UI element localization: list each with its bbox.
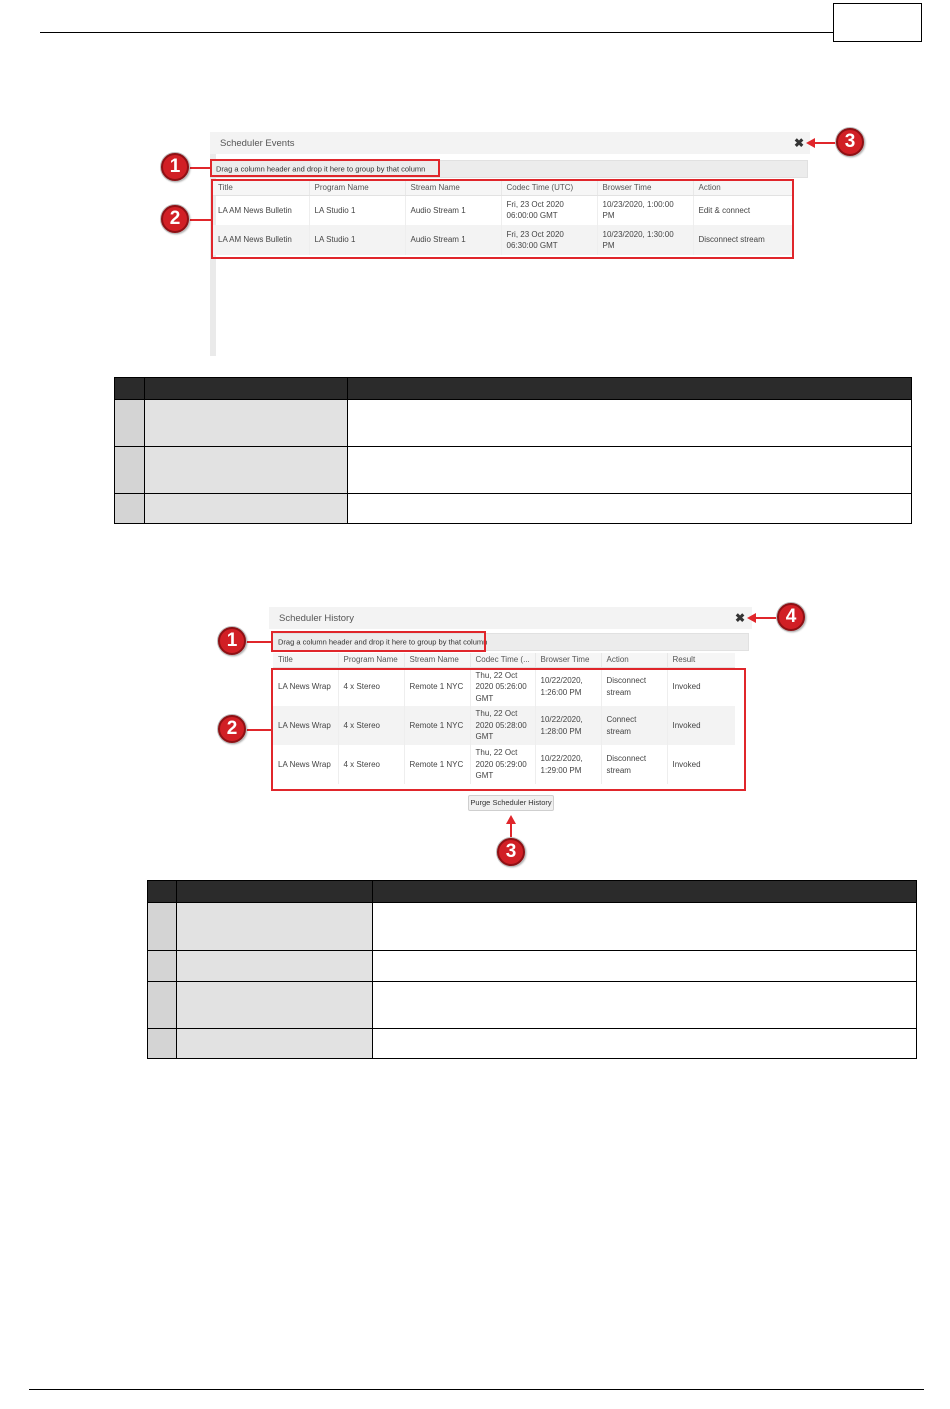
table-row [148,1029,917,1059]
cell-action: Connect stream [601,706,667,745]
highlight-grid [211,179,794,259]
cell-stream-name: Remote 1 NYC [404,745,470,784]
events-description-table [114,377,912,524]
dialog-titlebar [210,132,810,154]
column-header-title[interactable]: Title [273,653,338,667]
callout-leader-line [814,142,838,144]
table-row [148,951,917,982]
page-number-box [833,3,922,42]
row-number-cell [115,494,145,524]
row-number-cell [115,447,145,494]
cell-title: LA AM News Bulletin [213,225,309,255]
row-name-cell [145,447,348,494]
column-header-program-name[interactable]: Program Name [309,180,405,195]
dialog-title: Scheduler History [279,613,354,624]
row-name-cell [177,982,373,1029]
row-name-cell [145,400,348,447]
callout-leader-line [188,167,210,169]
row-number-cell [148,903,177,951]
row-number-cell [148,982,177,1029]
callout-number: 4 [777,603,805,631]
row-name-cell [177,951,373,982]
cell-title: LA News Wrap [278,682,331,691]
row-name-cell [177,1029,373,1059]
callout-leader-line [755,617,779,619]
column-header-action[interactable]: Action [693,180,793,195]
cell-codec-time: Thu, 22 Oct 2020 05:28:00 GMT [470,706,535,745]
cell-browser-time: 10/22/2020, 1:26:00 PM [535,667,601,706]
cell-action: Disconnect stream [601,745,667,784]
table-header-cell [177,881,373,903]
row-name-cell [145,494,348,524]
cell-title: LA News Wrap [278,759,331,769]
callout-number: 3 [497,838,525,866]
column-header-browser-time[interactable]: Browser Time [597,180,693,195]
column-header-stream-name[interactable]: Stream Name [404,653,470,667]
table-row [115,447,912,494]
callout-number: 2 [161,205,189,233]
cell-stream-name: Audio Stream 1 [405,225,501,255]
highlight-grid [271,668,746,791]
table-header-cell [348,378,912,400]
cell-codec-time: Fri, 23 Oct 2020 06:00:00 GMT [501,195,597,225]
cell-title: LA AM News Bulletin [218,205,292,215]
callout-leader-line [246,729,271,731]
close-icon[interactable]: ✖ [794,136,805,150]
close-icon[interactable]: ✖ [735,611,746,625]
table-header-cell [145,378,348,400]
dialog-title: Scheduler Events [220,138,295,149]
cell-codec-time: Thu, 22 Oct 2020 05:29:00 GMT [470,745,535,784]
row-description-cell [373,1029,917,1059]
cell-codec-time: Thu, 22 Oct 2020 05:26:00 GMT [470,667,535,706]
column-header-title[interactable]: Title [213,180,309,195]
cell-browser-time: 10/22/2020, 1:28:00 PM [535,706,601,745]
cell-program-name: 4 x Stereo [338,667,404,706]
row-description-cell [348,494,912,524]
cell-browser-time: 10/22/2020, 1:29:00 PM [535,745,601,784]
table-header-cell [115,378,145,400]
row-description-cell [348,447,912,494]
row-name-cell [177,903,373,951]
callout-number: 3 [836,128,864,156]
cell-program-name: LA Studio 1 [309,225,405,255]
callout-leader-line [188,219,211,221]
table-row [148,982,917,1029]
callout-number: 1 [161,153,189,181]
column-header-browser-time[interactable]: Browser Time [535,653,601,667]
purge-scheduler-history-button[interactable]: Purge Scheduler History [468,795,554,811]
cell-action: Disconnect stream [601,667,667,706]
cell-result: Invoked [667,745,735,784]
cell-browser-time: 10/23/2020, 1:00:00 PM [597,195,693,225]
table-row [148,903,917,951]
column-header-program-name[interactable]: Program Name [338,653,404,667]
row-description-cell [373,982,917,1029]
cell-browser-time: 10/23/2020, 1:30:00 PM [597,225,693,255]
column-header-stream-name[interactable]: Stream Name [405,180,501,195]
highlight-group-bar [271,631,486,652]
column-header-codec-time[interactable]: Codec Time (UTC) [501,180,597,195]
group-by-hint: Drag a column header and drop it here to group by that column [278,637,488,647]
footer-rule [29,1389,924,1390]
table-header-cell [148,881,177,903]
header-rule [40,32,835,33]
column-header-codec-time[interactable]: Codec Time (... [470,653,535,667]
cell-stream-name: Remote 1 NYC [404,706,470,745]
highlight-group-bar [210,159,440,177]
cell-program-name: 4 x Stereo [338,745,404,784]
cell-result: Invoked [667,667,735,706]
cell-program-name: 4 x Stereo [338,706,404,745]
table-row [115,494,912,524]
callout-number: 2 [218,715,246,743]
cell-stream-name: Audio Stream 1 [405,195,501,225]
column-header-result[interactable]: Result [667,653,735,667]
group-by-hint: Drag a column header and drop it here to group by that column [216,164,426,174]
row-number-cell [148,1029,177,1059]
cell-action[interactable]: Disconnect stream [693,225,793,255]
row-number-cell [148,951,177,982]
row-number-cell [115,400,145,447]
table-row [115,400,912,447]
row-description-cell [348,400,912,447]
cell-codec-time: Fri, 23 Oct 2020 06:30:00 GMT [501,225,597,255]
history-description-table [147,880,917,1059]
column-header-action[interactable]: Action [601,653,667,667]
callout-leader-line [246,641,271,643]
cell-stream-name: Remote 1 NYC [404,667,470,706]
cell-title: LA News Wrap [273,706,338,745]
cell-action[interactable]: Edit & connect [693,195,793,225]
row-description-cell [373,903,917,951]
row-description-cell [373,951,917,982]
cell-program-name: LA Studio 1 [309,195,405,225]
table-header-cell [373,881,917,903]
callout-number: 1 [218,627,246,655]
cell-result: Invoked [667,706,735,745]
